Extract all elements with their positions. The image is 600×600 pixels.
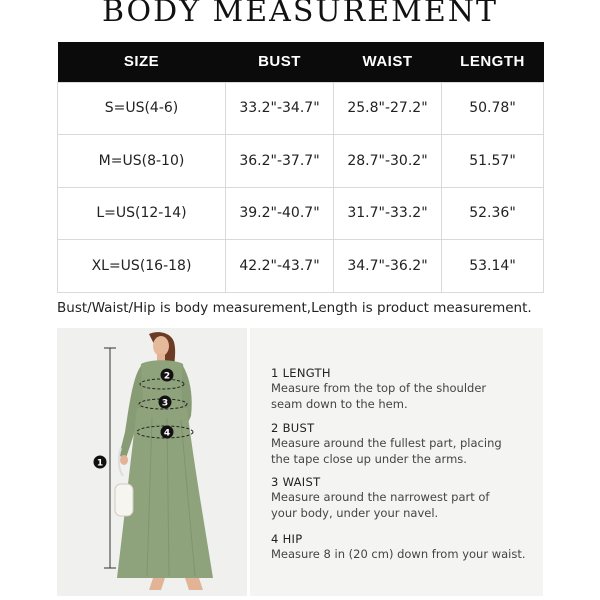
measurement-note: Bust/Waist/Hip is body measurement,Length is product measurement.: [57, 300, 532, 316]
cell-length: 51.57": [442, 135, 544, 188]
cell-size: S=US(4-6): [58, 82, 226, 135]
model-illustration: [57, 328, 247, 596]
instruction-text: Measure around the fullest part, placing: [271, 436, 502, 450]
instruction-text: seam down to the hem.: [271, 397, 408, 411]
bust-marker-badge: [161, 369, 174, 382]
length-marker-label: 1: [96, 458, 104, 469]
model-photo: [57, 328, 247, 596]
cell-bust: 39.2"-40.7": [226, 187, 334, 240]
cell-size: XL=US(16-18): [58, 240, 226, 293]
cell-size: M=US(8-10): [58, 135, 226, 188]
bust-marker-label: 2: [163, 371, 171, 382]
length-marker-badge: [94, 456, 107, 469]
cell-waist: 34.7"-36.2": [334, 240, 442, 293]
cell-waist: 25.8"-27.2": [334, 82, 442, 135]
table-header-row: [58, 42, 544, 82]
measurement-instructions: [250, 328, 543, 596]
right-foot-shape: [185, 578, 203, 590]
table-row: [58, 240, 544, 293]
cell-length: 50.78": [442, 82, 544, 135]
header-size: SIZE: [58, 42, 226, 82]
instruction-heading: 3 WAIST: [271, 475, 321, 489]
face-shape: [153, 336, 169, 356]
hip-marker-badge: [161, 426, 174, 439]
table-row: [58, 82, 544, 135]
cell-length: 52.36": [442, 187, 544, 240]
waist-marker-label: 3: [161, 398, 169, 409]
instruction-heading: 1 LENGTH: [271, 366, 331, 380]
instruction-bust: [271, 421, 502, 467]
instruction-heading: 4 HIP: [271, 532, 303, 546]
header-bust: BUST: [226, 42, 334, 82]
instruction-length: [271, 366, 486, 412]
hip-marker-label: 4: [163, 428, 171, 439]
instruction-heading: 2 BUST: [271, 421, 315, 435]
table-row: [58, 187, 544, 240]
header-waist: WAIST: [334, 42, 442, 82]
cell-bust: 33.2"-34.7": [226, 82, 334, 135]
instruction-text: Measure around the narrowest part of: [271, 490, 490, 504]
instruction-waist: [271, 475, 489, 521]
page-title: BODY MEASUREMENT: [101, 0, 499, 29]
instruction-text: the tape close up under the arms.: [271, 452, 467, 466]
header-length: LENGTH: [442, 42, 544, 82]
cell-waist: 31.7"-33.2": [334, 187, 442, 240]
left-hand-shape: [120, 455, 128, 465]
instruction-text: Measure from the top of the shoulder: [271, 381, 487, 395]
table-row: [58, 135, 544, 188]
cell-size: L=US(12-14): [58, 187, 226, 240]
instruction-text: Measure 8 in (20 cm) down from your waist.: [271, 547, 526, 561]
cell-bust: 42.2"-43.7": [226, 240, 334, 293]
cell-waist: 28.7"-30.2": [334, 135, 442, 188]
size-chart-table: [57, 42, 544, 293]
cell-bust: 36.2"-37.7": [226, 135, 334, 188]
cell-length: 53.14": [442, 240, 544, 293]
waist-marker-badge: [159, 396, 172, 409]
instruction-text: your body, under your navel.: [271, 506, 439, 520]
left-foot-shape: [149, 578, 165, 590]
instruction-hip: [271, 532, 526, 562]
handbag-shape: [115, 484, 133, 516]
